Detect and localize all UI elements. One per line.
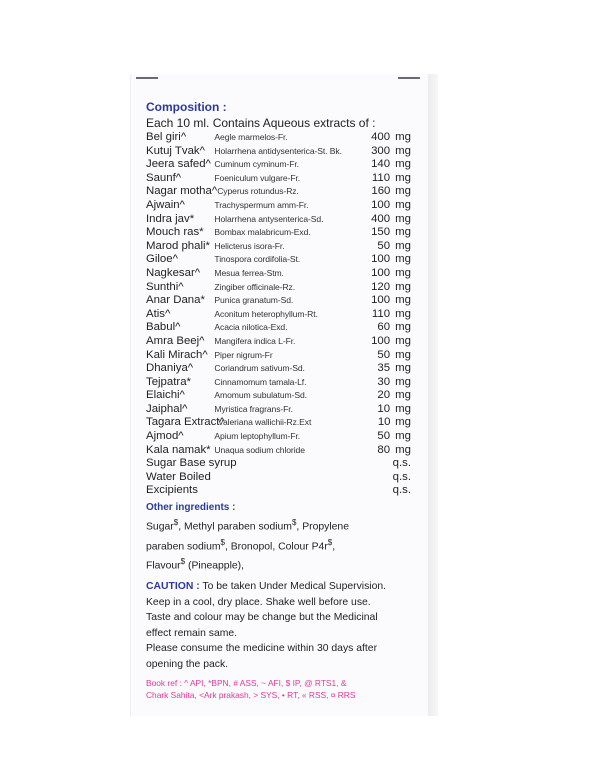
ingredient-unit: mg bbox=[395, 280, 411, 293]
ingredient-name: Indra jav* bbox=[146, 212, 195, 225]
ingredient-unit: mg bbox=[395, 416, 411, 429]
carton-flap-left bbox=[136, 77, 158, 79]
composition-row bbox=[146, 376, 411, 390]
ingredient-name: Tejpatra* bbox=[146, 375, 191, 388]
ingredient-name: Kutuj Tvak^ bbox=[146, 144, 205, 157]
ingredient-name: Giloe^ bbox=[146, 253, 178, 266]
ingredient-latin: Holarrhena antidysenterica-St. Bk. bbox=[214, 145, 342, 156]
ingredient-latin: Helicterus isora-Fr. bbox=[214, 240, 285, 251]
ingredient-unit: mg bbox=[395, 321, 411, 334]
ingredient-qty: 110 bbox=[371, 307, 391, 320]
ingredient-qty: 10 bbox=[377, 402, 391, 415]
ingredient-latin: Amomum subulatum-Sd. bbox=[214, 390, 307, 401]
ingredient-qty: 10 bbox=[377, 416, 391, 429]
ingredient-unit: mg bbox=[395, 348, 411, 361]
ingredient-pineapple: (Pineapple), bbox=[185, 560, 245, 572]
composition-row bbox=[146, 240, 411, 254]
ingredient-latin: Cyperus rotundus-Rz. bbox=[217, 186, 299, 197]
ingredient-name: Ajwain^ bbox=[146, 198, 185, 211]
caution-block bbox=[146, 579, 411, 672]
caution-line: Taste and colour may be change but the Medicinal bbox=[146, 612, 378, 624]
ingredient-latin: Zingiber officinale-Rz. bbox=[214, 281, 296, 292]
composition-row bbox=[146, 308, 411, 322]
composition-row bbox=[146, 131, 411, 145]
ingredient-name: Anar Dana* bbox=[146, 294, 205, 307]
composition-list bbox=[146, 131, 411, 457]
ingredient-unit: mg bbox=[395, 375, 411, 388]
ingredient-unit: mg bbox=[395, 362, 411, 375]
ingredient-methyl-paraben: , Methyl paraben sodium bbox=[178, 521, 292, 533]
ingredient-sugar: Sugar bbox=[146, 521, 174, 533]
ingredient-qty: 30 bbox=[377, 375, 391, 388]
composition-row bbox=[146, 416, 411, 430]
ref-mark: $ bbox=[220, 537, 225, 547]
composition-row bbox=[146, 294, 411, 308]
ingredient-unit: mg bbox=[395, 307, 411, 320]
ingredient-unit: mg bbox=[395, 239, 411, 252]
ingredient-unit: mg bbox=[395, 402, 411, 415]
composition-row bbox=[146, 145, 411, 159]
ingredient-paraben-sodium: paraben sodium bbox=[146, 540, 221, 552]
ingredient-name: Mouch ras* bbox=[146, 226, 204, 239]
ingredient-unit: mg bbox=[395, 253, 411, 266]
composition-row bbox=[146, 335, 411, 349]
ref-mark: $ bbox=[173, 518, 179, 528]
ingredient-latin: Mesua ferrea-Stm. bbox=[214, 267, 284, 278]
ingredient-latin: Cuminum cyminum-Fr. bbox=[214, 159, 299, 170]
ingredient-qty: 100 bbox=[371, 198, 391, 211]
ingredient-latin: Coriandrum sativum-Sd. bbox=[214, 363, 305, 374]
ingredient-qty: 300 bbox=[371, 144, 391, 157]
ingredient-name: Marod phali* bbox=[146, 239, 210, 252]
ingredient-latin: Aconitum heterophyllum-Rt. bbox=[214, 308, 318, 319]
ingredient-name: Ajmod^ bbox=[146, 430, 184, 443]
composition-row bbox=[146, 213, 411, 227]
ingredient-latin: Aegle marmelos-Fr. bbox=[214, 132, 288, 142]
caution-line: opening the pack. bbox=[146, 658, 229, 670]
composition-row bbox=[146, 430, 411, 444]
ingredient-unit: mg bbox=[395, 430, 411, 443]
composition-row bbox=[146, 444, 411, 458]
composition-row bbox=[146, 389, 411, 403]
caution-line: Keep in a cool, dry place. Shake well before use. bbox=[146, 596, 371, 608]
ingredient-name: Jaiphal^ bbox=[146, 402, 188, 415]
ingredient-unit: mg bbox=[395, 185, 411, 198]
base-qty: q.s. bbox=[392, 484, 411, 497]
ingredient-qty: 20 bbox=[377, 389, 391, 402]
ingredient-unit: mg bbox=[395, 443, 411, 456]
ingredient-qty: 150 bbox=[371, 226, 391, 239]
base-row bbox=[146, 471, 411, 485]
caution-line: effect remain same. bbox=[146, 627, 238, 639]
ingredient-qty: 400 bbox=[371, 131, 391, 143]
base-list bbox=[146, 457, 411, 498]
ingredient-unit: mg bbox=[395, 198, 411, 211]
composition-row bbox=[146, 403, 411, 417]
ref-mark: $ bbox=[327, 537, 333, 547]
ingredient-unit: mg bbox=[395, 266, 411, 279]
composition-intro: Each 10 ml. Contains Aqueous extracts of : bbox=[146, 116, 376, 130]
ingredient-colour: , Colour P4r bbox=[272, 540, 328, 552]
ingredient-latin: Piper nigrum-Fr bbox=[214, 349, 273, 360]
ingredient-propylene: , Propylene bbox=[296, 521, 349, 533]
ingredient-qty: 50 bbox=[377, 348, 391, 361]
composition-row bbox=[146, 185, 411, 199]
ingredient-latin: Trachyspermum amm-Fr. bbox=[214, 199, 309, 210]
composition-row bbox=[146, 281, 411, 295]
ingredient-unit: mg bbox=[395, 334, 411, 347]
composition-row bbox=[146, 172, 411, 186]
ingredient-name: Jeera safed^ bbox=[146, 158, 211, 171]
carton-flap-right bbox=[398, 77, 420, 79]
label-content bbox=[146, 100, 411, 701]
composition-heading: Composition : bbox=[146, 100, 227, 114]
ingredient-unit: mg bbox=[395, 389, 411, 402]
ingredient-qty: 160 bbox=[371, 185, 391, 198]
ingredient-name: Tagara Extract^ bbox=[146, 416, 225, 429]
ref-mark: $ bbox=[291, 518, 297, 528]
composition-row bbox=[146, 253, 411, 267]
composition-row bbox=[146, 226, 411, 240]
ingredient-unit: mg bbox=[395, 294, 411, 307]
ingredient-name: Nagkesar^ bbox=[146, 266, 201, 279]
ingredient-name: Bel giri^ bbox=[146, 131, 187, 143]
ingredient-name: Dhaniya^ bbox=[146, 362, 194, 375]
caution-line: Please consume the medicine within 30 days after bbox=[146, 643, 378, 655]
ingredient-latin: Valeriana wallichii-Rz.Ext bbox=[218, 417, 312, 428]
composition-row bbox=[146, 158, 411, 172]
ingredient-flavour: Flavour bbox=[146, 560, 181, 572]
ingredient-qty: 400 bbox=[371, 212, 391, 225]
ingredient-qty: 50 bbox=[377, 430, 391, 443]
base-qty: q.s. bbox=[392, 457, 411, 470]
ingredient-qty: 100 bbox=[371, 253, 391, 266]
ref-mark: $ bbox=[180, 556, 186, 566]
composition-row bbox=[146, 267, 411, 281]
ingredient-qty: 100 bbox=[371, 294, 391, 307]
ingredient-unit: mg bbox=[395, 158, 411, 171]
ingredient-name: Sunthi^ bbox=[146, 280, 184, 293]
ingredient-qty: 140 bbox=[371, 158, 391, 171]
ingredient-latin: Holarrhena antysenterica-Sd. bbox=[214, 213, 324, 224]
ingredient-qty: 80 bbox=[377, 443, 391, 456]
base-name: Water Boiled bbox=[146, 470, 211, 483]
base-name: Excipients bbox=[146, 484, 198, 497]
base-name: Sugar Base syrup bbox=[146, 457, 237, 470]
book-reference-line: Book ref : ^ API, *BPN, # ASS, ~ AFI, $ IP, @ RTS1, & bbox=[146, 678, 347, 689]
ingredient-name: Amra Beej^ bbox=[146, 334, 205, 347]
ingredient-qty: 110 bbox=[371, 171, 391, 184]
ingredient-unit: mg bbox=[395, 212, 411, 225]
composition-row bbox=[146, 362, 411, 376]
ingredient-name: Saunf^ bbox=[146, 171, 182, 184]
ingredient-latin: Myristica fragrans-Fr. bbox=[214, 403, 293, 414]
other-ingredients-heading: Other ingredients : bbox=[146, 502, 236, 514]
ingredient-latin: Mangifera indica L-Fr. bbox=[214, 335, 296, 346]
ingredient-unit: mg bbox=[395, 226, 411, 239]
ingredient-latin: Tinospora cordifolia-St. bbox=[214, 254, 301, 265]
carton-side bbox=[428, 74, 438, 716]
ingredient-latin: Unaqua sodium chloride bbox=[214, 444, 305, 455]
ingredient-qty: 60 bbox=[377, 321, 391, 334]
base-row bbox=[146, 457, 411, 471]
ingredient-latin: Bombax malabricum-Exd. bbox=[214, 227, 311, 238]
ingredient-qty: 120 bbox=[371, 280, 391, 293]
ingredient-latin: Acacia nilotica-Exd. bbox=[214, 322, 288, 333]
ingredient-latin: Cinnamomum tamala-Lf. bbox=[214, 376, 307, 387]
ingredient-name: Kali Mirach^ bbox=[146, 348, 208, 361]
ingredient-qty: 100 bbox=[371, 266, 391, 279]
ingredient-unit: mg bbox=[395, 131, 411, 143]
caution-label: CAUTION : bbox=[146, 581, 200, 593]
ingredient-name: Babul^ bbox=[146, 321, 181, 334]
base-row bbox=[146, 484, 411, 498]
ingredient-comma: , bbox=[332, 540, 336, 552]
ingredient-name: Kala namak* bbox=[146, 443, 211, 456]
book-reference-line: Chark Sahita, <Ark prakash, > SYS, • RT, « RSS, ¤ RRS bbox=[146, 690, 356, 701]
composition-row bbox=[146, 321, 411, 335]
ingredient-bronopol: , Bronopol bbox=[224, 540, 273, 552]
book-reference bbox=[146, 677, 411, 701]
ingredient-qty: 50 bbox=[377, 239, 391, 252]
ingredient-latin: Foeniculum vulgare-Fr. bbox=[214, 172, 301, 183]
ingredient-qty: 35 bbox=[377, 362, 391, 375]
ingredient-latin: Apium leptophyllum-Fr. bbox=[214, 431, 301, 442]
ingredient-name: Nagar motha^ bbox=[146, 185, 218, 198]
composition-row bbox=[146, 199, 411, 213]
ingredient-name: Atis^ bbox=[146, 307, 171, 320]
ingredient-name: Elaichi^ bbox=[146, 389, 185, 402]
ingredient-unit: mg bbox=[395, 171, 411, 184]
base-qty: q.s. bbox=[392, 470, 411, 483]
caution-line: To be taken Under Medical Supervision. bbox=[199, 581, 387, 593]
ingredient-unit: mg bbox=[395, 144, 411, 157]
ingredient-latin: Punica granatum-Sd. bbox=[214, 295, 294, 306]
ingredient-qty: 100 bbox=[371, 334, 391, 347]
composition-row bbox=[146, 349, 411, 363]
other-ingredients-text bbox=[146, 515, 411, 573]
